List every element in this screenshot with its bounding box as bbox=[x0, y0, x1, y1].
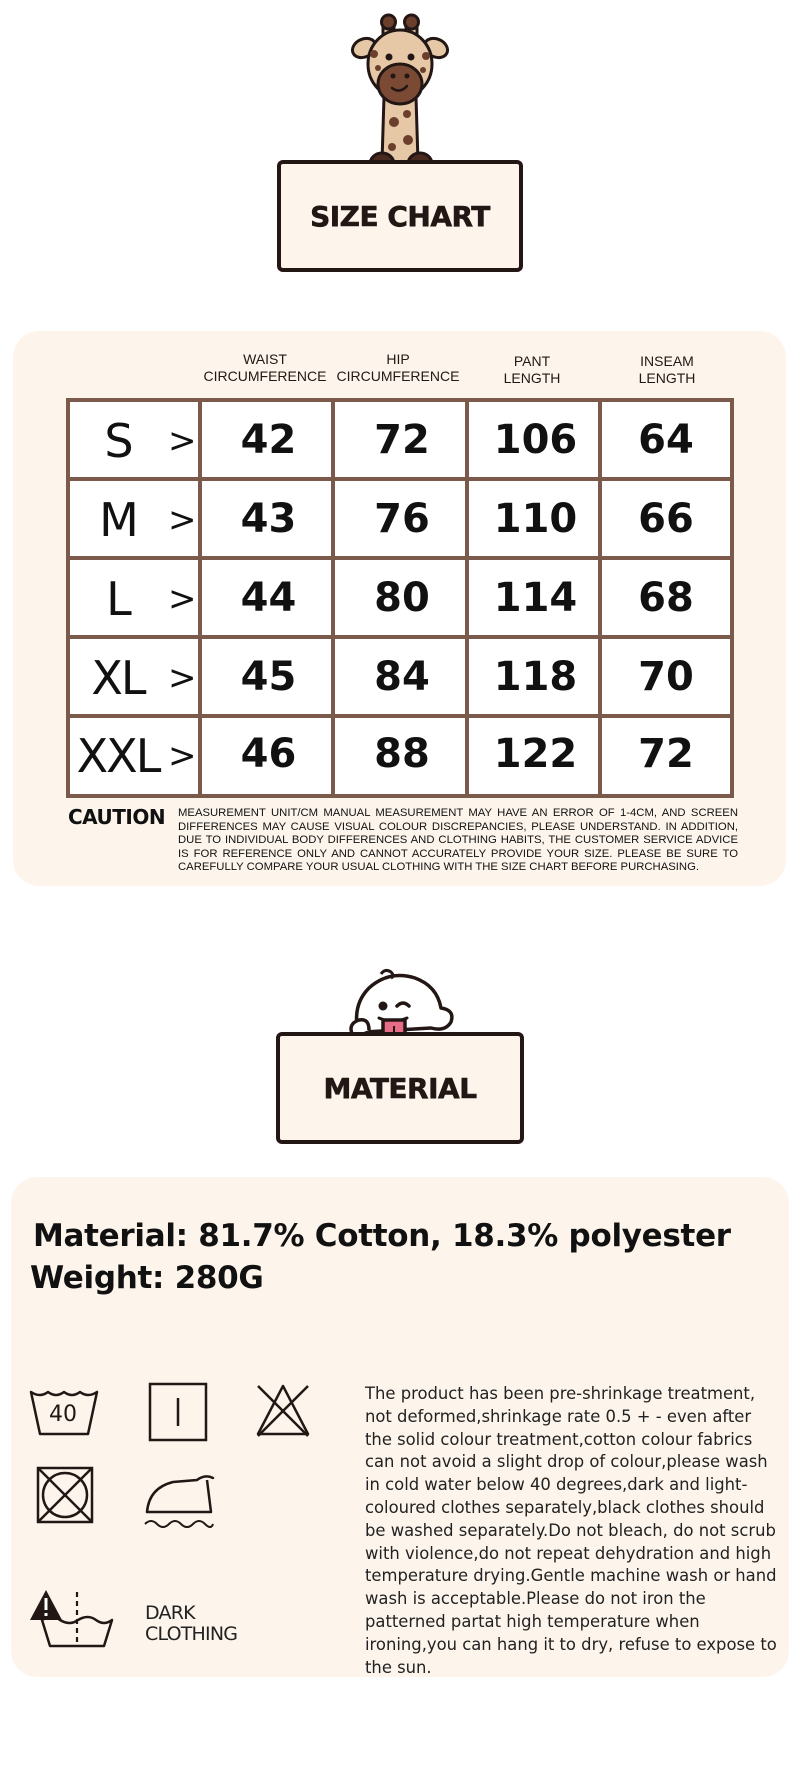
table-cell: 106 bbox=[493, 416, 578, 463]
table-cell: 80 bbox=[374, 574, 430, 621]
warning-wash-separately-icon bbox=[28, 1588, 114, 1648]
size-arrow: > bbox=[168, 421, 197, 461]
table-cell: 84 bbox=[374, 653, 430, 700]
column-header-line: PANT bbox=[513, 353, 551, 369]
iron-icon bbox=[143, 1466, 215, 1528]
material-title-board bbox=[276, 1032, 524, 1144]
size-arrow: > bbox=[168, 658, 197, 698]
no-dry-clean-icon bbox=[36, 1466, 94, 1524]
column-header-inseam bbox=[600, 353, 734, 387]
table-cell: 114 bbox=[493, 574, 578, 621]
size-label: L bbox=[106, 572, 130, 626]
table-cell: 46 bbox=[240, 731, 297, 777]
tumble-dry-icon bbox=[148, 1382, 208, 1442]
size-label: XL bbox=[91, 651, 145, 705]
table-cell: 72 bbox=[374, 416, 430, 463]
table-cell: 70 bbox=[638, 653, 694, 700]
table-cell: 45 bbox=[240, 653, 297, 700]
size-arrow: > bbox=[168, 500, 197, 540]
column-header-line: HIP bbox=[386, 351, 410, 367]
column-header-waist bbox=[197, 351, 333, 385]
dark-label-line: CLOTHING bbox=[145, 1623, 238, 1645]
caution-text: MEASUREMENT UNIT/CM MANUAL MEASUREMENT MAY HAVE AN ERROR OF 1-4CM, AND SCREEN DIFFERENCES MAY CAUSE VISUAL COLOUR DISCREPANCIES, PLEASE UNDERSTAND. IN ADDITION, DUE TO INDIVIDUAL BODY DIFFERENCES AND CLOTHING HABITS, THE CUSTOMER SERVICE ADVICE IS FOR REFERENCE ONLY AND CANNOT ACCURATELY PROVIDE YOUR SIZE. PLEASE BE SURE TO CAREFULLY COMPARE YOUR USUAL CLOTHING WITH THE SIZE CHART BEFORE PURCHASING. bbox=[178, 807, 738, 874]
material-title: MATERIAL bbox=[323, 1071, 477, 1105]
table-cell: 64 bbox=[638, 416, 694, 463]
wash-40-icon bbox=[28, 1388, 100, 1438]
table-cell: 72 bbox=[638, 731, 694, 777]
size-label: XXL bbox=[76, 729, 160, 783]
table-cell: 44 bbox=[240, 574, 297, 621]
table-cell: 42 bbox=[240, 416, 297, 463]
table-cell: 66 bbox=[638, 495, 694, 542]
column-header-hip bbox=[330, 351, 466, 385]
column-header-line: INSEAM bbox=[640, 353, 694, 369]
table-cell: 88 bbox=[374, 731, 430, 777]
size-arrow: > bbox=[168, 736, 197, 776]
column-header-line: LENGTH bbox=[503, 370, 561, 386]
size-label: S bbox=[104, 414, 132, 468]
table-cell: 122 bbox=[493, 731, 578, 777]
size-arrow: > bbox=[168, 579, 197, 619]
material-weight: Weight: 280G bbox=[30, 1260, 264, 1296]
size-chart-title: SIZE CHART bbox=[310, 199, 490, 233]
material-composition: Material: 81.7% Cotton, 18.3% polyester bbox=[33, 1218, 731, 1254]
care-instructions: The product has been pre-shrinkage treatment, not deformed,shrinkage rate 0.5 + - even after the solid colour treatment,cotton colour fabrics can not avoid a slight drop of colour,please wash in cold water below 40 degrees,dark and light-coloured clothes separately,black clothes should be washed separately.Do not bleach, do not scrub with violence,do not repeat dehydration and high temperature drying.Gentle machine wash or hand wash is acceptable.Please do not iron the patterned partat high temperature when ironing,you can hang it to dry, refuse to expose to the sun. bbox=[365, 1384, 777, 1677]
column-header-pant-length bbox=[465, 353, 599, 387]
column-header-line: LENGTH bbox=[638, 370, 696, 386]
table-cell: 118 bbox=[493, 653, 578, 700]
giraffe-mascot-icon bbox=[350, 12, 450, 182]
column-header-line: CIRCUMFERENCE bbox=[203, 368, 327, 384]
no-bleach-icon bbox=[254, 1382, 312, 1440]
dark-label-line: DARK bbox=[145, 1602, 195, 1624]
table-cell: 76 bbox=[374, 495, 430, 542]
table-cell: 43 bbox=[240, 495, 297, 542]
size-table bbox=[66, 398, 734, 798]
wash-temp-label: 40 bbox=[49, 1402, 77, 1427]
table-cell: 110 bbox=[493, 495, 578, 542]
size-chart-title-board bbox=[277, 160, 523, 272]
column-header-line: WAIST bbox=[243, 351, 287, 367]
dark-clothing-label bbox=[145, 1603, 237, 1645]
column-header-line: CIRCUMFERENCE bbox=[336, 368, 460, 384]
size-label: M bbox=[99, 493, 137, 547]
table-cell: 68 bbox=[638, 574, 694, 621]
caution-title: CAUTION bbox=[68, 805, 166, 829]
